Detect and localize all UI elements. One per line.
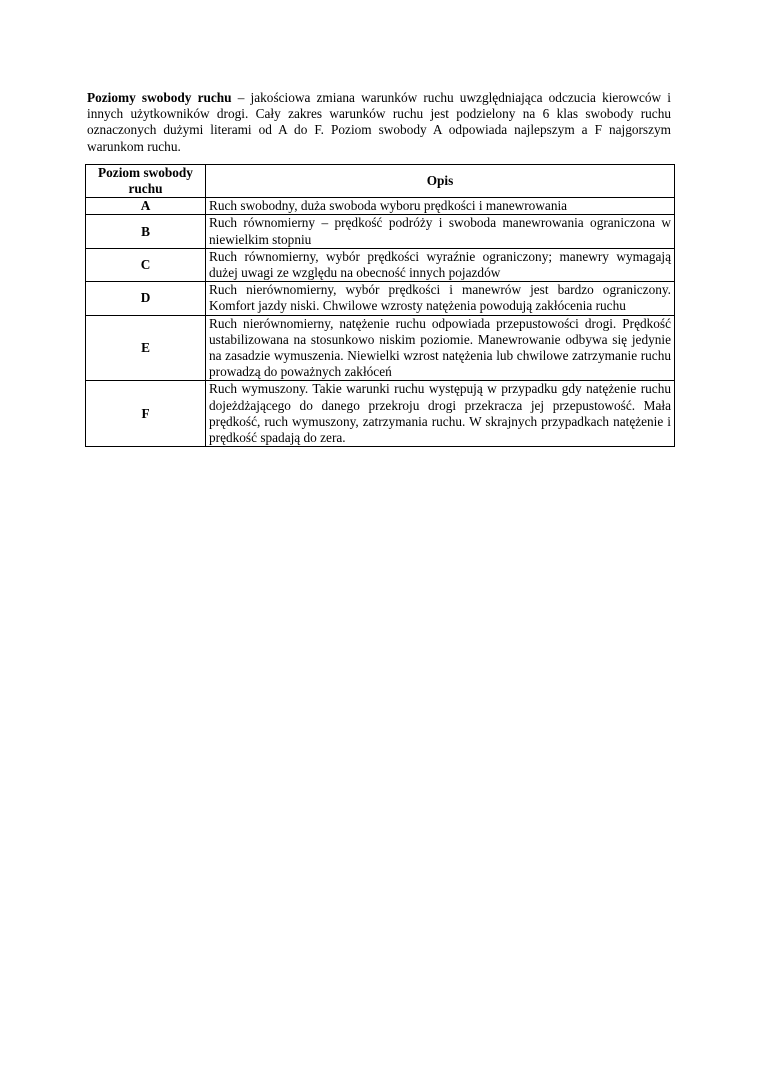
header-level: Poziom swobody ruchu	[86, 164, 206, 197]
row-description: Ruch swobodny, duża swoboda wyboru prędkości i manewrowania	[206, 198, 675, 215]
row-level: B	[86, 215, 206, 248]
intro-paragraph	[87, 90, 671, 155]
row-level: F	[86, 381, 206, 447]
table-row	[86, 315, 675, 381]
row-description: Ruch wymuszony. Takie warunki ruchu występują w przypadku gdy natężenie ruchu dojeżdżającego do danego przekroju drogi przekracza jej przepustowość. Mała prędkość, ruch wymuszony, zatrzymania ruchu. W skrajnych przypadkach natężenie i prędkość spadają do zera.	[206, 381, 675, 447]
table-row	[86, 381, 675, 447]
header-description: Opis	[206, 164, 675, 197]
row-level: C	[86, 248, 206, 281]
row-description: Ruch nierównomierny, natężenie ruchu odpowiada przepustowości drogi. Prędkość ustabilizowana na stosunkowo niskim poziomie. Manewrowanie odbywa się jedynie na zasadzie wymuszenia. Niewielki wzrost natężenia lub chwilowe zatrzymanie ruchu prowadzą do poważnych zakłóceń	[206, 315, 675, 381]
row-description: Ruch równomierny – prędkość podróży i swoboda manewrowania ograniczona w niewielkim stopniu	[206, 215, 675, 248]
intro-bold-term: Poziomy swobody ruchu	[87, 90, 232, 105]
row-level: D	[86, 282, 206, 315]
row-description: Ruch nierównomierny, wybór prędkości i manewrów jest bardzo ograniczony. Komfort jazdy niski. Chwilowe wzrosty natężenia powodują zakłócenia ruchu	[206, 282, 675, 315]
table-row	[86, 215, 675, 248]
table-row	[86, 198, 675, 215]
row-level: A	[86, 198, 206, 215]
row-level: E	[86, 315, 206, 381]
intro-text: – jakościowa zmiana warunków ruchu uwzględniająca odczucia kierowców i innych użytkowników drogi. Cały zakres warunków ruchu jest podzielony na 6 klas swobody ruchu oznaczonych dużymi literami od A do F. Poziom swobody A odpowiada najlepszym a F najgorszym warunkom ruchu.	[87, 90, 672, 154]
level-of-service-table	[85, 164, 675, 447]
table-row	[86, 282, 675, 315]
table-row	[86, 248, 675, 281]
row-description: Ruch równomierny, wybór prędkości wyraźnie ograniczony; manewry wymagają dużej uwagi ze względu na obecność innych pojazdów	[206, 248, 675, 281]
table-header-row	[86, 164, 675, 197]
document-page	[87, 90, 671, 447]
